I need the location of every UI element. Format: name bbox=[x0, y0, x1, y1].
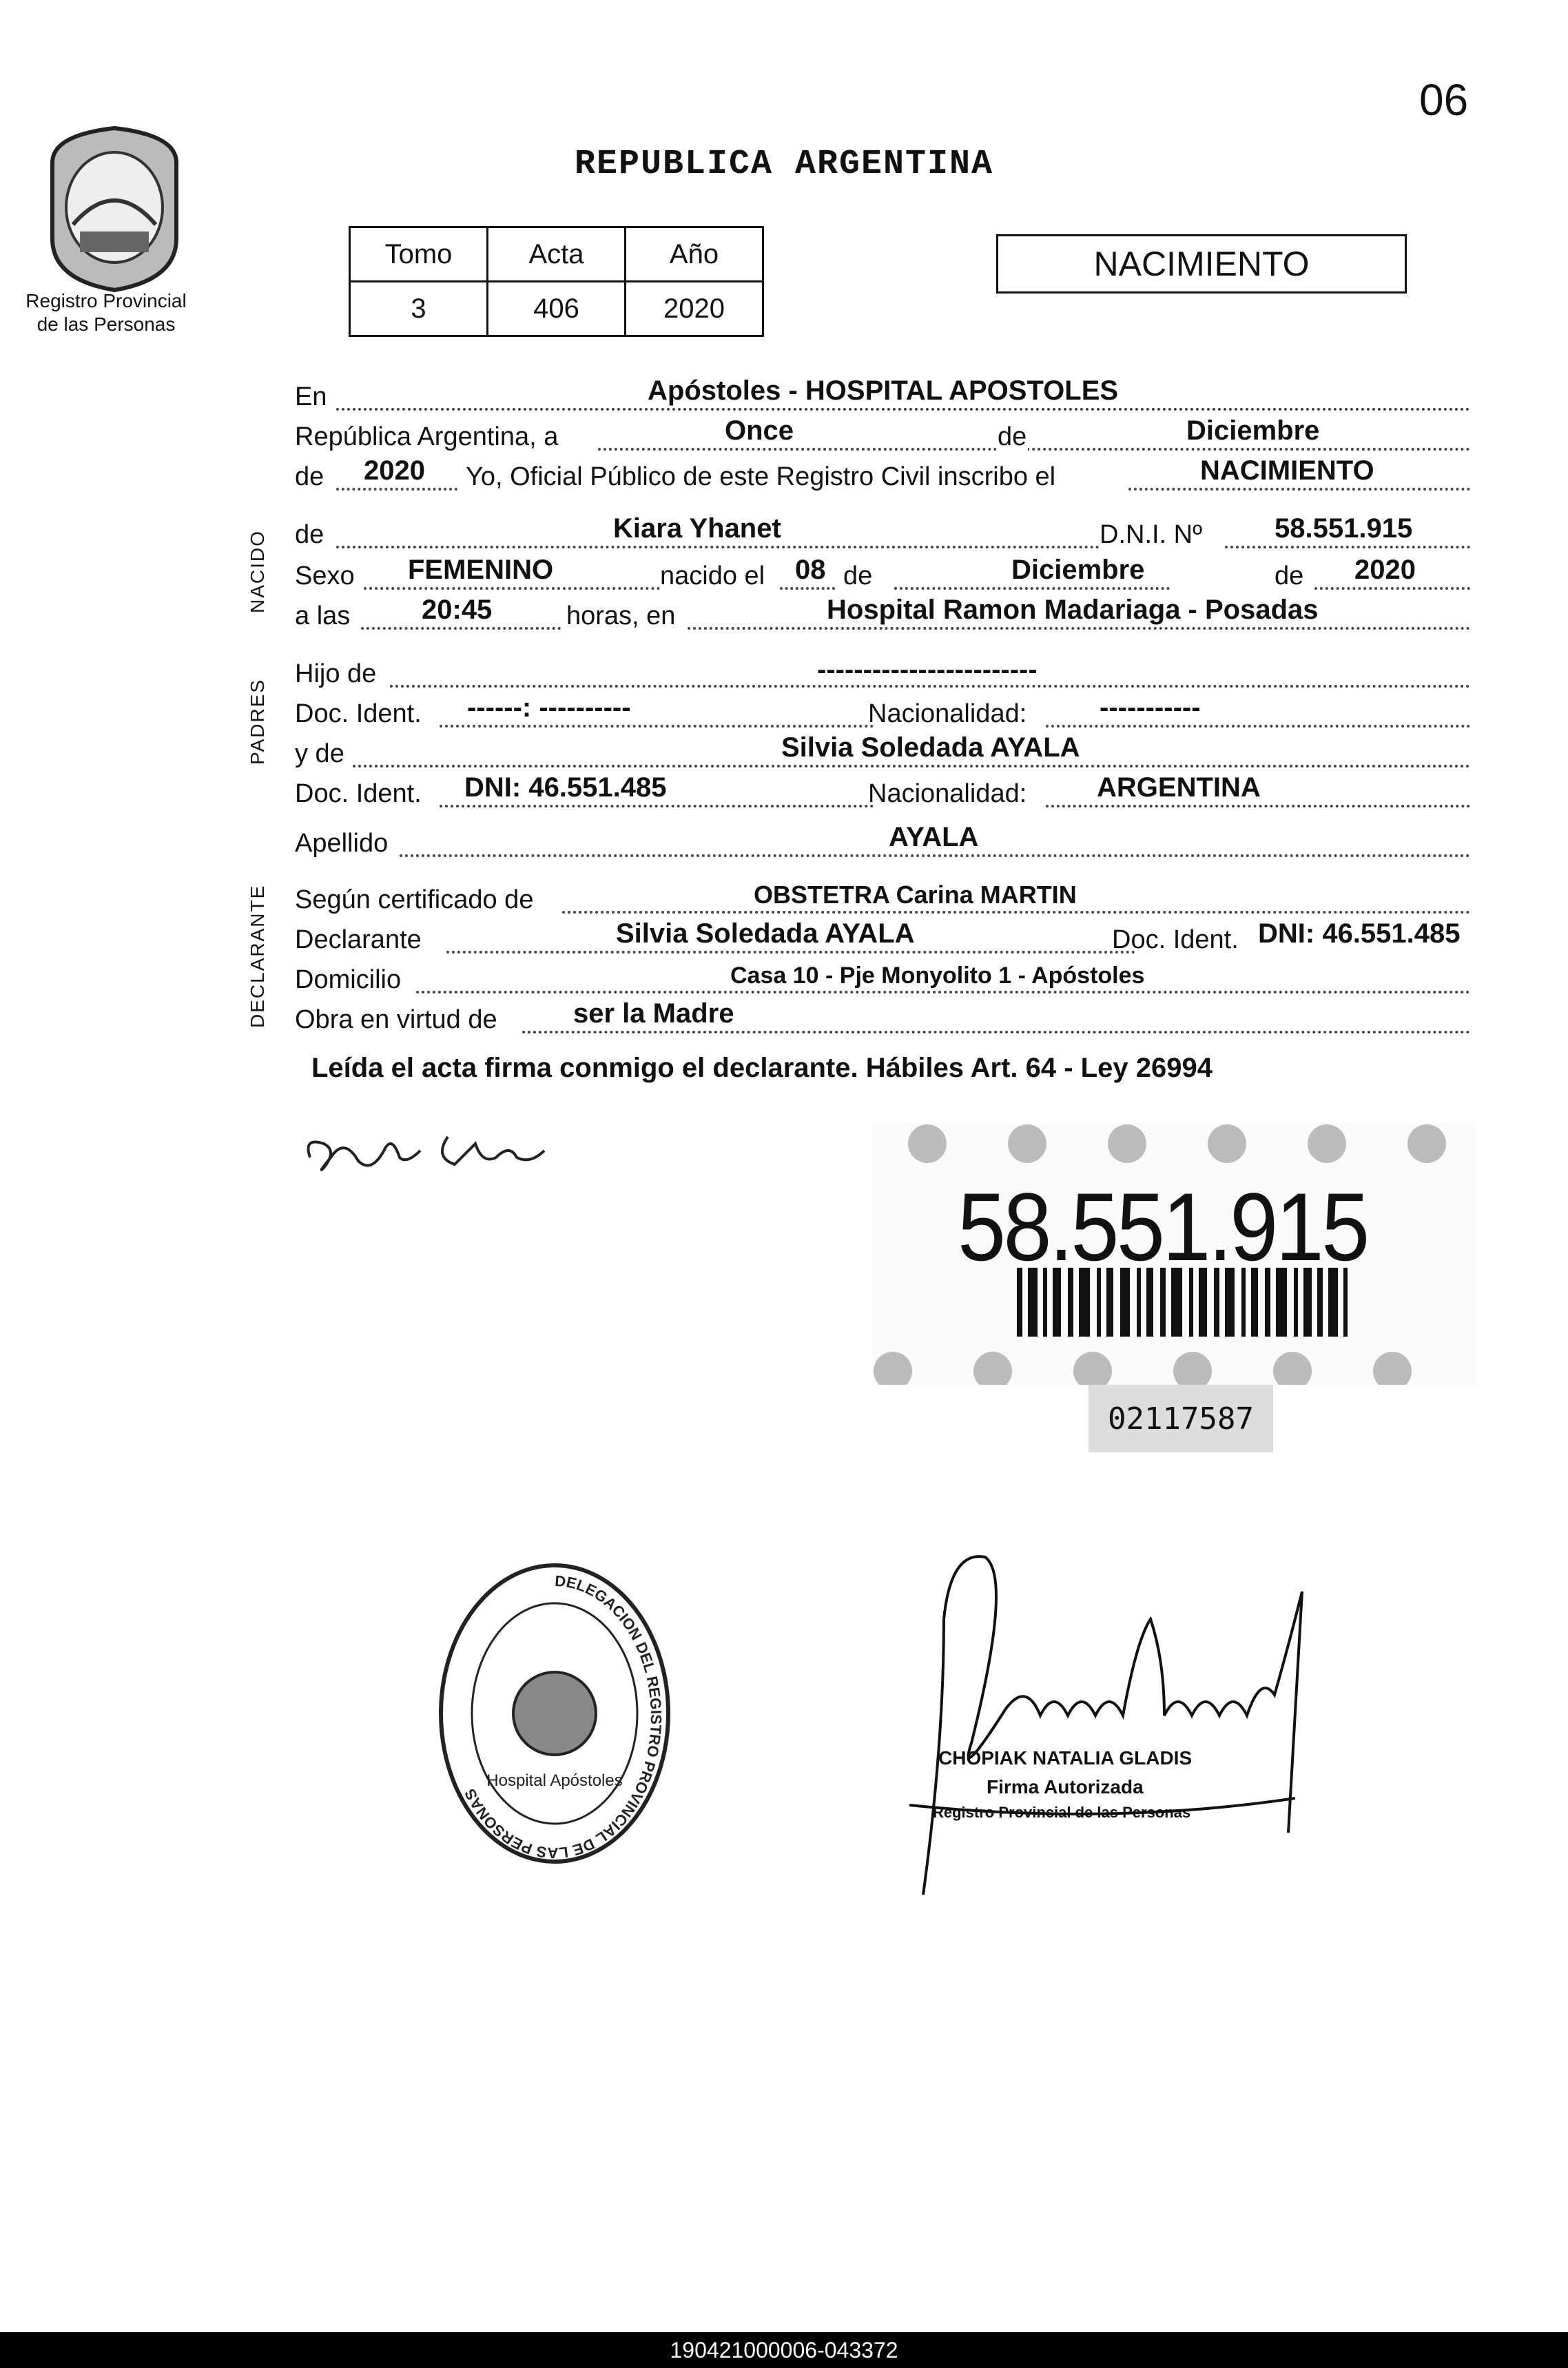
label-de: de bbox=[1275, 562, 1304, 590]
stamp-ring-text: DELEGACION DEL REGISTRO PROVINCIAL DE LAS PERSONAS bbox=[461, 1572, 666, 1862]
label-doc: Doc. Ident. bbox=[295, 699, 422, 728]
dotted-line bbox=[522, 1031, 1470, 1033]
value-act-type: NACIMIENTO bbox=[1200, 455, 1374, 486]
closing-text: Leída el acta firma conmigo el declarante. Hábiles Art. 64 - Ley 26994 bbox=[311, 1053, 1213, 1083]
label-nacionalidad: Nacionalidad: bbox=[868, 699, 1027, 728]
value-declarant-doc: DNI: 46.551.485 bbox=[1258, 918, 1461, 949]
value-month: Diciembre bbox=[1186, 415, 1320, 446]
line-date bbox=[295, 415, 1470, 456]
label-domicilio: Domicilio bbox=[295, 965, 402, 994]
page-number: 06 bbox=[1419, 75, 1469, 125]
label-hijo: Hijo de bbox=[295, 659, 377, 688]
value-surname: AYALA bbox=[889, 822, 979, 852]
registry-label bbox=[14, 289, 198, 336]
table-cell-anio: 2020 bbox=[626, 282, 763, 336]
dotted-line bbox=[598, 448, 1470, 451]
label-dni: D.N.I. Nº bbox=[1100, 520, 1202, 549]
table-cell-acta: 406 bbox=[488, 282, 626, 336]
official-name: CHOPIAK NATALIA GLADIS bbox=[938, 1747, 1193, 1769]
side-label-nacido: NACIDO bbox=[247, 530, 268, 613]
value-birth-day: 08 bbox=[795, 555, 826, 585]
dotted-line bbox=[364, 587, 660, 590]
label-nacionalidad: Nacionalidad: bbox=[868, 779, 1027, 808]
value-capacity: ser la Madre bbox=[573, 998, 734, 1029]
dotted-line bbox=[1046, 805, 1470, 807]
dotted-line bbox=[336, 408, 1470, 411]
dotted-line bbox=[1128, 488, 1470, 491]
value-name: Kiara Yhanet bbox=[613, 513, 781, 544]
label-a-las: a las bbox=[295, 601, 351, 630]
dotted-line bbox=[336, 488, 457, 491]
label-apellido: Apellido bbox=[295, 829, 389, 858]
dotted-line bbox=[780, 587, 835, 590]
value-address: Casa 10 - Pje Monyolito 1 - Apóstoles bbox=[730, 962, 1145, 989]
registry-label-line-1: Registro Provincial bbox=[25, 290, 187, 311]
dotted-line bbox=[361, 627, 561, 630]
value-day-words: Once bbox=[725, 415, 794, 446]
line-name bbox=[295, 515, 1470, 554]
dotted-line bbox=[440, 725, 874, 728]
official-org: Registro Provincial de las Personas bbox=[933, 1804, 1191, 1821]
value-mother-nationality: ARGENTINA bbox=[1097, 772, 1261, 803]
label-oficial: Yo, Oficial Público de este Registro Civil inscribo el bbox=[466, 462, 1056, 491]
dotted-line bbox=[1225, 546, 1470, 548]
record-type-box: NACIMIENTO bbox=[996, 234, 1407, 294]
label-certificado: Según certificado de bbox=[295, 885, 534, 914]
dotted-line bbox=[416, 991, 1470, 993]
value-birth-time: 20:45 bbox=[422, 595, 493, 625]
line-mother-doc bbox=[295, 774, 1470, 813]
serial-number: 02117587 bbox=[1089, 1385, 1273, 1452]
label-declarante: Declarante bbox=[295, 925, 422, 954]
footer-id: 190421000006-043372 bbox=[0, 2332, 1568, 2368]
table-cell-tomo: 3 bbox=[350, 282, 488, 336]
line-surname bbox=[295, 824, 1470, 863]
label-horas: horas, en bbox=[566, 601, 676, 630]
dotted-line bbox=[1314, 587, 1470, 590]
label-en: En bbox=[295, 382, 327, 411]
label-republica: República Argentina, a bbox=[295, 422, 559, 451]
value-year: 2020 bbox=[364, 455, 425, 486]
value-father-nationality: ----------- bbox=[1100, 692, 1201, 723]
label-y-de: y de bbox=[295, 739, 344, 768]
barcode-number: 58.551.915 bbox=[958, 1173, 1368, 1281]
label-de: de bbox=[295, 520, 324, 549]
value-father-doc: ------: ---------- bbox=[467, 692, 631, 723]
dotted-line bbox=[562, 911, 1470, 914]
label-doc: Doc. Ident. bbox=[295, 779, 422, 808]
value-place: Apóstoles - HOSPITAL APOSTOLES bbox=[648, 375, 1119, 406]
label-obra: Obra en virtud de bbox=[295, 1005, 497, 1034]
line-capacity bbox=[295, 1000, 1470, 1039]
stamp-inner-text: Hospital Apóstoles bbox=[486, 1771, 623, 1790]
official-signature bbox=[902, 1536, 1343, 1908]
registry-label-line-2: de las Personas bbox=[37, 313, 176, 335]
line-father bbox=[295, 655, 1470, 693]
dotted-line bbox=[446, 951, 1135, 954]
value-father: ------------------------ bbox=[817, 655, 1038, 685]
label-de: de bbox=[295, 462, 324, 491]
value-declarant: Silvia Soledada AYALA bbox=[616, 918, 915, 949]
page-title: REPUBLICA ARGENTINA bbox=[574, 145, 994, 184]
line-year bbox=[295, 457, 1470, 496]
dotted-line bbox=[353, 765, 1470, 768]
value-mother: Silvia Soledada AYALA bbox=[781, 732, 1080, 763]
label-de: de bbox=[998, 422, 1027, 451]
line-address bbox=[295, 960, 1470, 999]
table-header-acta: Acta bbox=[488, 227, 626, 282]
dotted-line bbox=[894, 587, 1170, 590]
line-mother bbox=[295, 734, 1470, 773]
value-dni: 58.551.915 bbox=[1275, 513, 1413, 544]
dotted-line bbox=[688, 627, 1470, 630]
line-declarant bbox=[295, 920, 1470, 959]
line-sex bbox=[295, 557, 1470, 595]
table-header-tomo: Tomo bbox=[350, 227, 488, 282]
line-time bbox=[295, 597, 1470, 635]
label-nacido: nacido el bbox=[660, 562, 765, 590]
dotted-line bbox=[440, 805, 874, 807]
line-certificate bbox=[295, 881, 1470, 919]
dotted-line bbox=[400, 854, 1470, 857]
value-certificate: OBSTETRA Carina MARTIN bbox=[754, 881, 1077, 909]
value-birth-year: 2020 bbox=[1354, 555, 1416, 585]
side-label-declarante: DECLARANTE bbox=[247, 884, 268, 1028]
line-place bbox=[295, 375, 1470, 416]
table-header-anio: Año bbox=[626, 227, 763, 282]
official-role: Firma Autorizada bbox=[987, 1776, 1144, 1798]
label-declarant-doc: Doc. Ident. bbox=[1112, 925, 1239, 954]
dotted-line bbox=[336, 546, 1100, 548]
declarant-signature bbox=[296, 1109, 558, 1185]
volume-table bbox=[349, 226, 764, 337]
value-birth-month: Diciembre bbox=[1011, 555, 1145, 585]
side-label-padres: PADRES bbox=[247, 678, 268, 765]
label-de: de bbox=[843, 562, 873, 590]
dotted-line bbox=[1046, 725, 1470, 728]
label-sexo: Sexo bbox=[295, 562, 355, 590]
value-birth-place: Hospital Ramon Madariaga - Posadas bbox=[827, 595, 1319, 625]
value-sex: FEMENINO bbox=[408, 555, 554, 585]
official-stamp bbox=[434, 1558, 675, 1868]
line-father-doc bbox=[295, 694, 1470, 733]
value-mother-doc: DNI: 46.551.485 bbox=[464, 772, 667, 803]
